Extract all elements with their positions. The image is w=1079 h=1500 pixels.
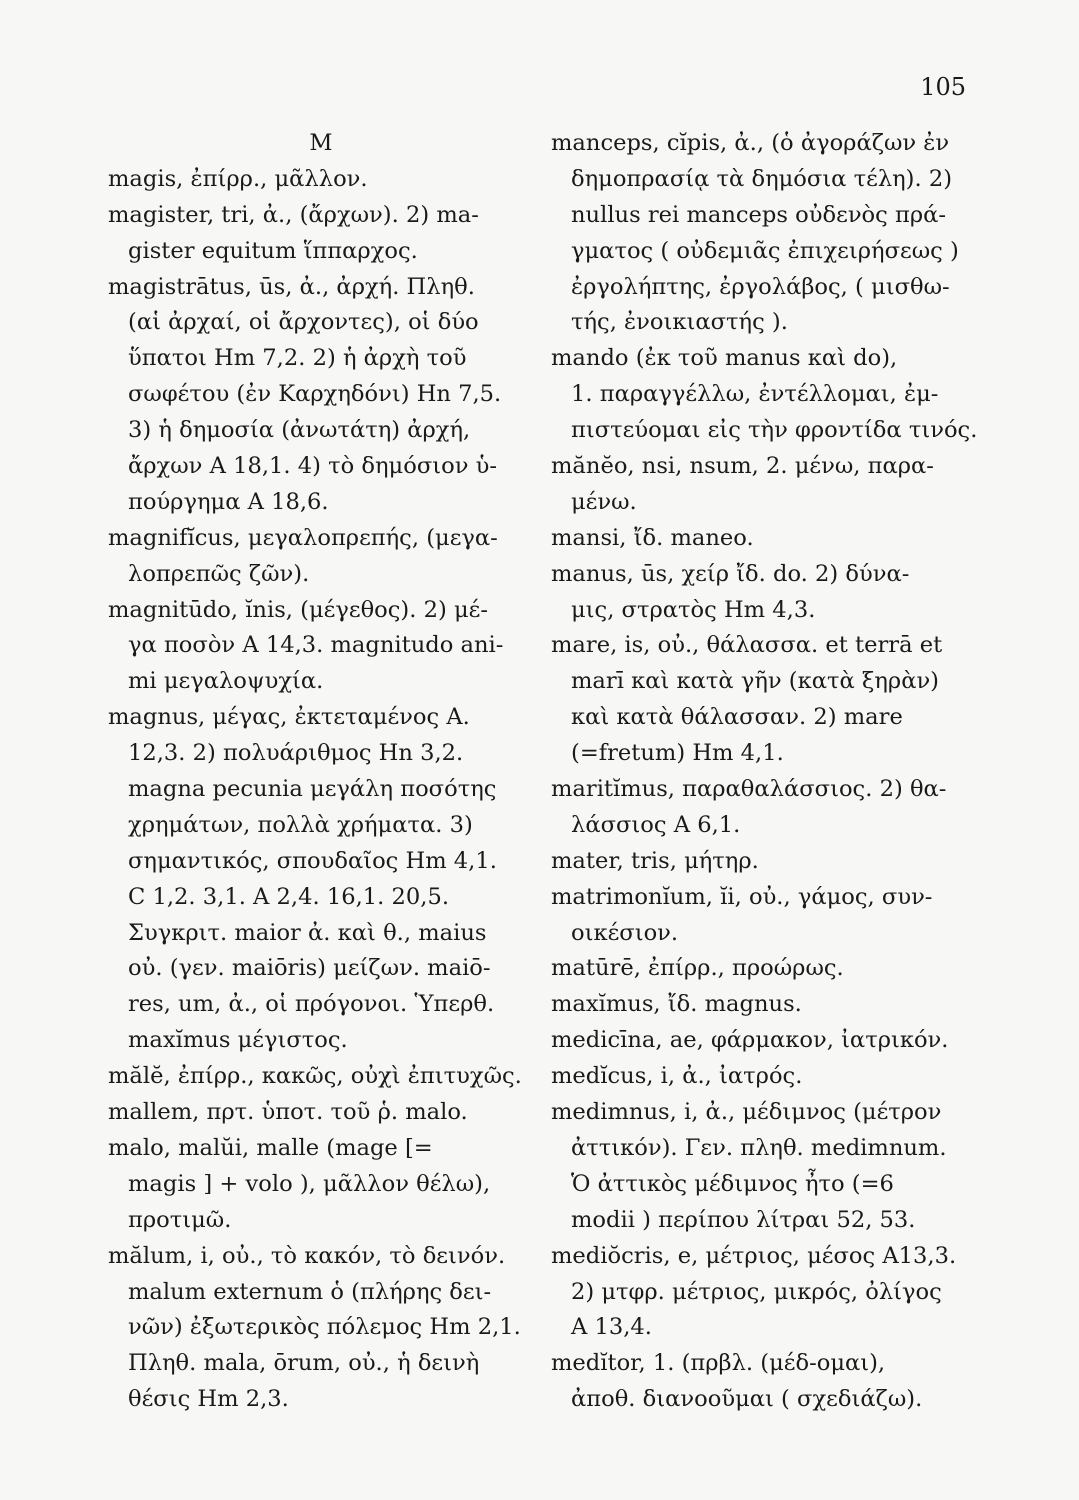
dictionary-line: ὕπατοι Hm 7,2. 2) ἡ ἀρχὴ τοῦ — [128, 345, 467, 372]
dictionary-line: medimnus, i, ἀ., μέδιμνος (μέτρον — [551, 1099, 942, 1126]
dictionary-line: res, um, ἀ., οἱ πρόγονοι. Ὑπερθ. — [128, 991, 495, 1018]
dictionary-line: μένω. — [571, 488, 637, 515]
dictionary-line: δημοπρασίᾳ τὰ δημόσια τέλη). 2) — [571, 165, 953, 192]
dictionary-line: μις, στρατὸς Hm 4,3. — [571, 596, 816, 623]
dictionary-line: πούργημα A 18,6. — [128, 488, 329, 515]
dictionary-line: νῶν) ἐξωτερικὸς πόλεμος Hm 2,1. — [128, 1314, 521, 1341]
dictionary-line: (=fretum) Hm 4,1. — [571, 740, 784, 767]
dictionary-line: magna pecunia μεγάλη ποσότης — [128, 776, 497, 803]
dictionary-line: maritĭmus, παραθαλάσσιος. 2) θα- — [551, 776, 947, 803]
dictionary-line: ἀττικόν). Γεν. πληθ. medimnum. — [571, 1134, 947, 1161]
dictionary-line: πιστεύομαι εἰς τὴν φροντίδα τινός. — [571, 417, 978, 444]
dictionary-line: οὐ. (γεν. maiōris) μείζων. maiō- — [128, 955, 491, 982]
dictionary-line: magistrātus, ūs, ἀ., ἀρχή. Πληθ. — [108, 273, 475, 300]
dictionary-line: Πληθ. mala, ōrum, οὐ., ἡ δεινὴ — [128, 1350, 480, 1377]
dictionary-line: (αἱ ἀρχαί, οἱ ἄρχοντες), οἱ δύο — [128, 309, 479, 336]
dictionary-line: τής, ἐνοικιαστής ). — [571, 309, 788, 336]
dictionary-line: Συγκριτ. maior ἀ. καὶ θ., maius — [128, 919, 487, 946]
dictionary-line: Ὁ ἀττικὸς μέδιμνος ἦτο (=6 — [571, 1170, 894, 1197]
dictionary-line: λοπρεπῶς ζῶν). — [128, 560, 310, 587]
dictionary-line: nullus rei manceps οὐδενὸς πρά- — [571, 201, 947, 228]
dictionary-line: magister, tri, ἀ., (ἄρχων). 2) ma- — [108, 201, 479, 228]
dictionary-line: medicīna, ae, φάρμακον, ἰατρικόν. — [551, 1027, 949, 1054]
dictionary-line: mando (ἐκ τοῦ manus καὶ do), — [551, 345, 898, 372]
dictionary-line: ἀποθ. διανοοῦμαι ( σχεδιάζω). — [571, 1386, 923, 1413]
dictionary-line: mallem, πρτ. ὑποτ. τοῦ ῥ. malo. — [108, 1099, 468, 1126]
dictionary-line: magis ] + volo ), μᾶλλον θέλω), — [128, 1170, 491, 1197]
dictionary-line: ἐργολήπτης, ἐργολάβος, ( μισθω- — [571, 273, 950, 300]
dictionary-line: γματος ( οὐδεμιᾶς ἐπιχειρήσεως ) — [571, 237, 959, 264]
dictionary-line: malum externum ὁ (πλήρης δει- — [128, 1278, 492, 1305]
dictionary-line: mălum, i, οὐ., τὸ κακόν, τὸ δεινόν. — [108, 1242, 506, 1269]
dictionary-line: A 13,4. — [571, 1314, 652, 1341]
dictionary-line: medĭcus, i, ἀ., ἰατρός. — [551, 1063, 803, 1090]
dictionary-line: mater, tris, μήτηρ. — [551, 847, 759, 874]
dictionary-line: λάσσιος A 6,1. — [571, 811, 741, 838]
dictionary-line: manceps, cĭpis, ἀ., (ὁ ἀγοράζων ἐν — [551, 130, 950, 156]
dictionary-line: maxĭmus μέγιστος. — [128, 1027, 348, 1054]
dictionary-line: modii ) περίπου λίτραι 52, 53. — [571, 1206, 916, 1233]
dictionary-line: mi μεγαλοψυχία. — [128, 668, 324, 695]
dictionary-line: σημαντικός, σπουδαῖος Hm 4,1. — [128, 847, 497, 874]
dictionary-line: matūrē, ἐπίρρ., προώρως. — [551, 955, 844, 982]
dictionary-line: γα ποσὸν A 14,3. magnitudo ani- — [128, 632, 504, 659]
dictionary-line: χρημάτων, πολλὰ χρήματα. 3) — [128, 811, 473, 838]
dictionary-line: magnitūdo, ĭnis, (μέγεθος). 2) μέ- — [108, 596, 489, 623]
dictionary-line: maxĭmus, ἴδ. magnus. — [551, 991, 802, 1018]
left-column — [108, 126, 526, 1418]
dictionary-line: magis, ἐπίρρ., μᾶλλον. — [108, 165, 368, 192]
dictionary-line: σωφέτου (ἐν Καρχηδόνι) Hn 7,5. — [128, 381, 502, 408]
dictionary-line: 2) μτφρ. μέτριος, μικρός, ὀλίγος — [571, 1278, 942, 1305]
dictionary-line: 12,3. 2) πολυάριθμος Hn 3,2. — [128, 740, 464, 767]
dictionary-line: C 1,2. 3,1. A 2,4. 16,1. 20,5. — [128, 883, 450, 910]
dictionary-line: 3) ἡ δημοσία (ἀνωτάτη) ἀρχή, — [128, 417, 471, 444]
dictionary-line: mansi, ἴδ. maneo. — [551, 524, 754, 551]
dictionary-line: mare, is, οὐ., θάλασσα. et terrā et — [551, 632, 943, 659]
page-number: 105 — [920, 73, 966, 101]
dictionary-line: προτιμῶ. — [128, 1206, 232, 1233]
dictionary-line: mălĕ, ἐπίρρ., κακῶς, οὐχὶ ἐπιτυχῶς. — [108, 1063, 522, 1090]
dictionary-line: matrimonĭum, ĭi, οὐ., γάμος, συν- — [551, 883, 933, 910]
dictionary-line: malo, malŭi, malle (mage [= — [108, 1134, 433, 1161]
dictionary-line: mediŏcris, e, μέτριος, μέσος A13,3. — [551, 1242, 957, 1269]
dictionary-line: καὶ κατὰ θάλασσαν. 2) mare — [571, 704, 903, 731]
dictionary-line: mănĕo, nsi, nsum, 2. μένω, παρα- — [551, 453, 934, 480]
right-column — [551, 126, 978, 1418]
dictionary-line: gister equitum ἵππαρχος. — [128, 237, 418, 264]
dictionary-line: 1. παραγγέλλω, ἐντέλλομαι, ἐμ- — [571, 381, 939, 408]
dictionary-line: magnifĭcus, μεγαλοπρεπής, (μεγα- — [108, 524, 498, 551]
dictionary-line: ἄρχων A 18,1. 4) τὸ δημόσιον ὑ- — [128, 453, 497, 480]
dictionary-line: magnus, μέγας, ἐκτεταμένος A. — [108, 704, 470, 731]
dictionary-line: marī καὶ κατὰ γῆν (κατὰ ξηρὰν) — [571, 668, 939, 695]
dictionary-line: manus, ūs, χείρ ἴδ. do. 2) δύνα- — [551, 560, 910, 587]
dictionary-line: medĭtor, 1. (πρβλ. (μέδ-ομαι), — [551, 1350, 886, 1377]
dictionary-line: θέσις Hm 2,3. — [128, 1386, 289, 1413]
dictionary-line: οικέσιον. — [571, 919, 679, 946]
section-letter: M — [309, 130, 333, 156]
